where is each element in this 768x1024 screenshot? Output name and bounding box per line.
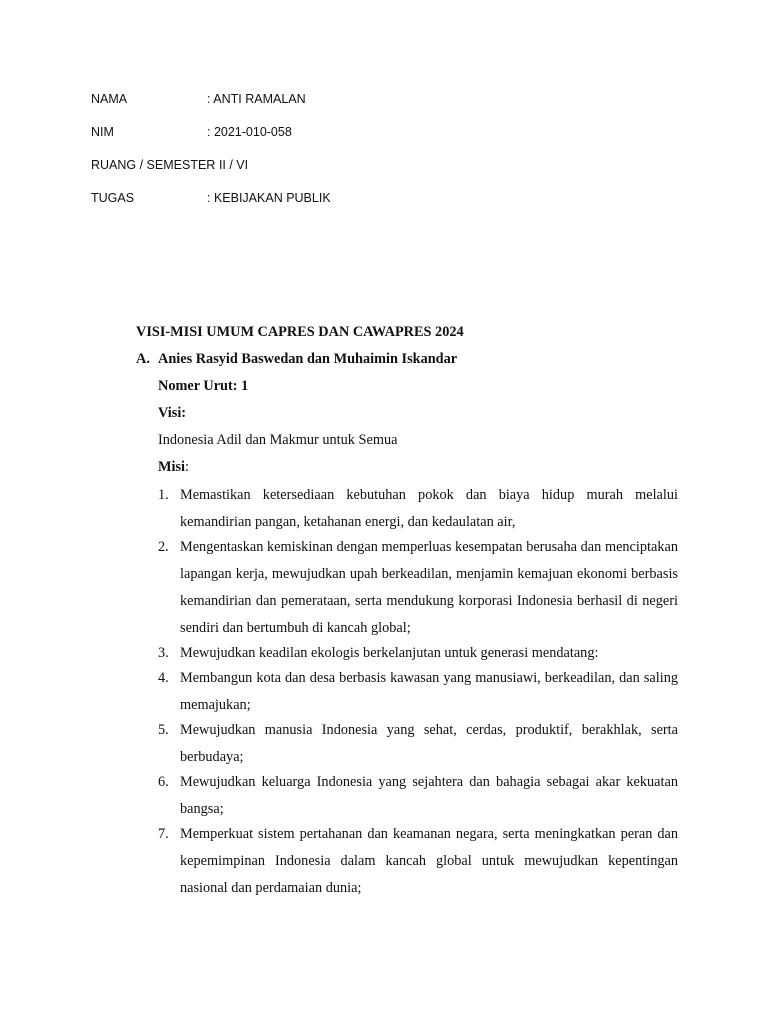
- candidate-section-heading: [136, 349, 678, 376]
- mission-number: 5.: [158, 722, 169, 738]
- list-item: [136, 769, 678, 823]
- list-item: [136, 821, 678, 902]
- nama-label: NAMA: [91, 92, 128, 106]
- list-item: [136, 640, 678, 667]
- candidate-names: Anies Rasyid Baswedan dan Muhaimin Iskandar: [158, 351, 458, 367]
- mission-number: 2.: [158, 539, 169, 555]
- misi-label: Misi: [158, 459, 186, 475]
- document-body: [136, 322, 678, 902]
- visi-heading: Visi:: [158, 405, 187, 421]
- visi-text: Indonesia Adil dan Makmur untuk Semua: [158, 432, 398, 448]
- section-letter: A.: [136, 351, 150, 367]
- misi-heading: [158, 457, 678, 484]
- list-item: [136, 534, 678, 642]
- document-title: VISI-MISI UMUM CAPRES DAN CAWAPRES 2024: [136, 324, 464, 340]
- mission-number: 6.: [158, 774, 169, 790]
- mission-text: Mewujudkan keadilan ekologis berkelanjutan untuk generasi mendatang:: [180, 645, 599, 661]
- mission-text: Mengentaskan kemiskinan dengan memperluas kesempatan berusaha dan menciptakan lapangan kerja, mewujudkan upah berkeadilan, menjamin kemajuan ekonomi berbasis kemandirian dan pemerataan, serta mendukung korporasi Indonesia berhasil di negeri sendiri dan bertumbuh di kancah global;: [180, 539, 678, 636]
- ruang-semester-label: RUANG / SEMESTER: [91, 158, 216, 172]
- mission-text: Memperkuat sistem pertahanan dan keamanan negara, serta meningkatkan peran dan kepemimpinan Indonesia dalam kancah global untuk mewujudkan kepentingan nasional dan perdamaian dunia;: [180, 826, 678, 896]
- mission-list: [136, 482, 678, 902]
- mission-number: 7.: [158, 826, 169, 842]
- mission-number: 1.: [158, 487, 169, 503]
- mission-number: 4.: [158, 670, 169, 686]
- tugas-value: : KEBIJAKAN PUBLIK: [207, 191, 331, 205]
- list-item: [136, 482, 678, 536]
- mission-number: 3.: [158, 645, 169, 661]
- mission-text: Mewujudkan keluarga Indonesia yang sejahtera dan bahagia sebagai akar kekuatan bangsa;: [180, 774, 678, 817]
- misi-colon: :: [185, 459, 189, 475]
- mission-text: Membangun kota dan desa berbasis kawasan yang manusiawi, berkeadilan, dan saling memajukan;: [180, 670, 678, 713]
- nama-value: : ANTI RAMALAN: [207, 92, 306, 106]
- list-item: [136, 717, 678, 771]
- nim-label: NIM: [91, 125, 114, 139]
- mission-text: Mewujudkan manusia Indonesia yang sehat, cerdas, produktif, berakhlak, serta berbudaya;: [180, 722, 678, 765]
- mission-text: Memastikan ketersediaan kebutuhan pokok dan biaya hidup murah melalui kemandirian pangan, ketahanan energi, dan kedaulatan air,: [180, 487, 678, 530]
- candidate-number: Nomer Urut: 1: [158, 378, 249, 394]
- ruang-semester-value: : II / VI: [212, 158, 249, 172]
- tugas-label: TUGAS: [91, 191, 135, 205]
- nim-value: : 2021-010-058: [207, 125, 292, 139]
- list-item: [136, 665, 678, 719]
